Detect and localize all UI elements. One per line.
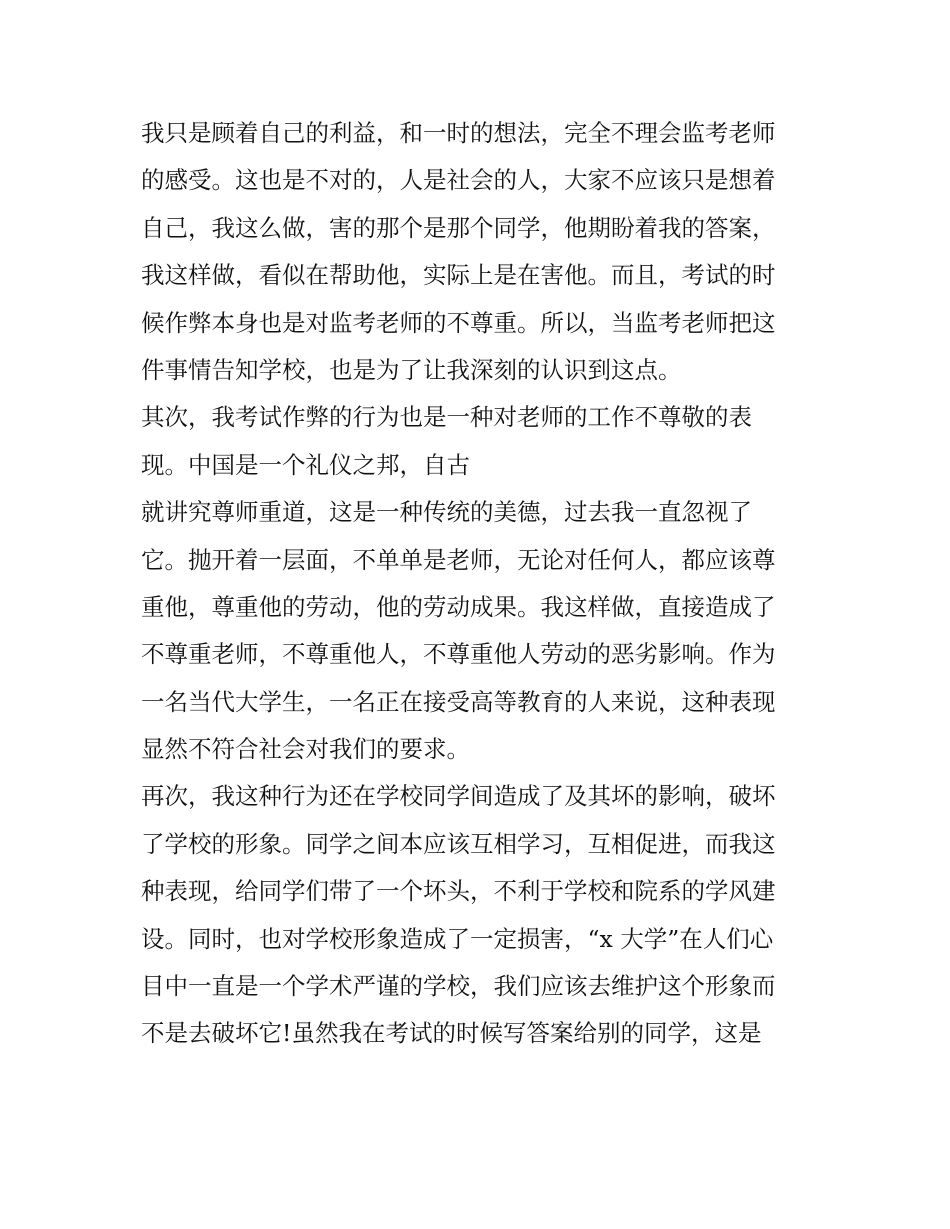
text-line: 现。中国是一个礼仪之邦，自古 xyxy=(141,450,470,479)
text-line: 候作弊本身也是对监考老师的不尊重。所以，当监考老师把这 xyxy=(141,308,776,337)
text-line: 不尊重老师，不尊重他人，不尊重他人劳动的恶劣影响。作为 xyxy=(141,640,776,669)
text-line: 重他，尊重他的劳动，他的劳动成果。我这样做，直接造成了 xyxy=(141,592,776,621)
text-line: 目中一直是一个学术严谨的学校，我们应该去维护这个形象而 xyxy=(141,972,776,1001)
text-line: 我只是顾着自己的利益，和一时的想法，完全不理会监考老师 xyxy=(141,119,776,147)
text-line: 种表现，给同学们带了一个坏头，不利于学校和院系的学风建 xyxy=(141,877,776,906)
text-line: 就讲究尊师重道，这是一种传统的美德，过去我一直忽视了 xyxy=(141,498,752,527)
text-line: 不是去破坏它!虽然我在考试的时候写答案给别的同学，这是 xyxy=(141,1019,762,1048)
text-line: 其次，我考试作弊的行为也是一种对老师的工作不尊敬的表 xyxy=(141,403,752,432)
text-line: 它。抛开着一层面，不单单是老师，无论对任何人，都应该尊 xyxy=(141,545,776,574)
text-line: 我这样做，看似在帮助他，实际上是在害他。而且，考试的时 xyxy=(141,261,776,290)
text-line: 自己，我这么做，害的那个是那个同学，他期盼着我的答案， xyxy=(141,213,776,242)
text-line: 再次，我这种行为还在学校同学间造成了及其坏的影响，破坏 xyxy=(141,782,776,811)
body-text xyxy=(141,110,821,1058)
text-line: 了学校的形象。同学之间本应该互相学习，互相促进，而我这 xyxy=(141,829,776,858)
text-line: 设。同时，也对学校形象造成了一定损害，“x 大学”在人们心 xyxy=(141,924,774,953)
text-line: 一名当代大学生，一名正在接受高等教育的人来说，这种表现 xyxy=(141,687,776,716)
text-line: 件事情告知学校，也是为了让我深刻的认识到这点。 xyxy=(141,355,682,384)
text-line: 的感受。这也是不对的，人是社会的人，大家不应该只是想着 xyxy=(141,166,776,195)
text-line: 显然不符合社会对我们的要求。 xyxy=(141,735,470,764)
